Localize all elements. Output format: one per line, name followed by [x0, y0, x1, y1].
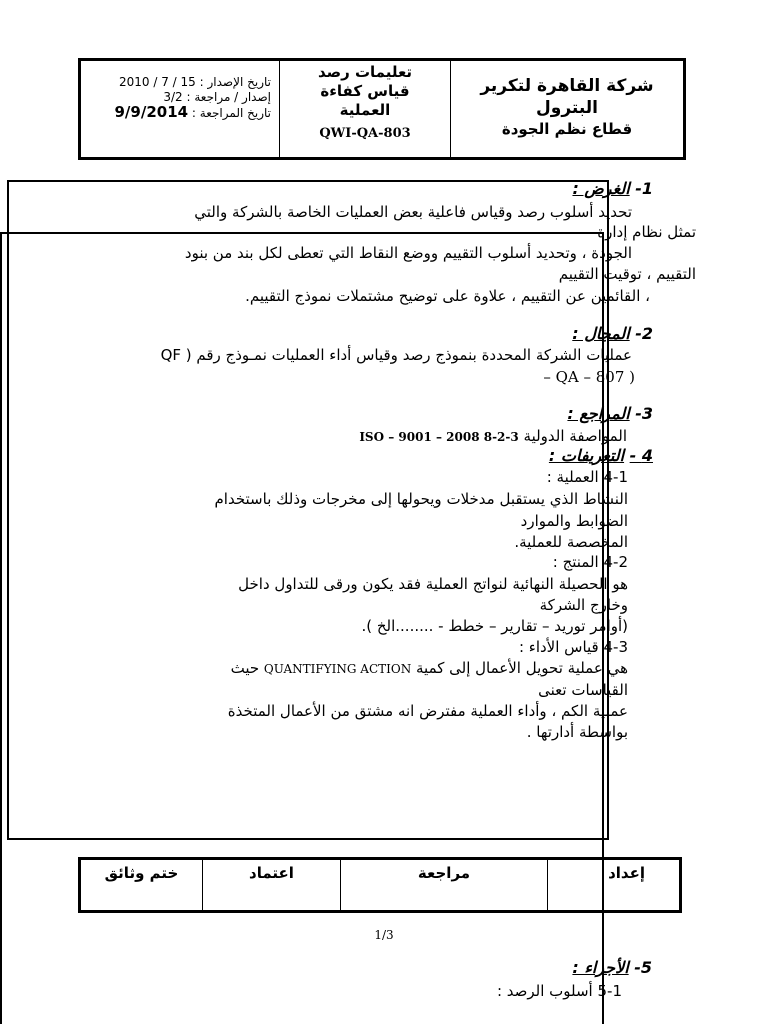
review-date-row [91, 105, 271, 121]
section-1-line3: ، القائمين عن التقييم ، علاوة على توضيح مشتملات نموذج التقييم. [245, 287, 650, 305]
section-1-line1: تحديد أسلوب رصد وقياس فاعلية بعض العمليات الخاصة بالشركة والتي [194, 203, 632, 221]
definition-4-2-title: 4-2 المنتج : [552, 553, 628, 571]
definition-4-3-line4: بواسطة أدارتها . [526, 723, 628, 741]
definition-4-3-line1-text: هي عملية تحويل الأعمال إلى كمية [416, 659, 628, 677]
definition-4-1-line2: الضوابط والموارد [520, 512, 628, 530]
doc-title-line1: تعليمات رصد [317, 63, 413, 81]
revision-value: : 3/2 [163, 90, 191, 104]
section-5-number: 5- [634, 958, 652, 977]
section-3-title: المراجع : [567, 404, 630, 423]
signature-prepared: إعداد [608, 864, 645, 882]
section-4-title: التعريفات : [548, 446, 625, 465]
section-3-number: 3- [635, 404, 653, 423]
section-1-line2b: التقييم ، توقيت التقييم [558, 265, 696, 283]
section-1-line2: الجودة ، وتحديد أسلوب التقييم ووضع النقاط التي تعطى لكل بند من بنود [184, 244, 632, 262]
review-date-label: تاريخ المراجعة : [191, 106, 271, 120]
document-header-table [78, 58, 686, 160]
section-5-heading [572, 958, 652, 978]
company-cell [451, 61, 683, 157]
definition-4-3-line3: عملية الكم ، وأداء العملية مفترض انه مشتق من الأعمال المتخذة [227, 702, 628, 720]
document-title-cell [279, 61, 451, 157]
document-code: QWI-QA-803 [319, 126, 411, 141]
definition-4-3-line1-end: حيث [230, 659, 260, 677]
section-4-number: 4 - [629, 446, 653, 465]
sector-name: قطاع نظم الجودة [501, 120, 633, 138]
signature-doc-stamp: ختم وثائق [104, 864, 179, 882]
definition-4-1-line1: النشاط الذي يستقبل مدخلات ويحولها إلى مخرجات وذلك باستخدام [214, 490, 628, 508]
issue-date-value: : 15 / 7 / 2010 [119, 75, 204, 89]
section-3-standard-code: ISO – 9001 – 2008 8-2-3 [359, 430, 519, 444]
doc-title-line3: العملية [339, 101, 391, 119]
section-3-line1 [359, 426, 627, 447]
definition-4-3-english-term: QUANTIFYING ACTION [263, 662, 412, 676]
section-3-heading [567, 404, 653, 424]
definition-4-2-line3: (أوامر توريد – تقارير – خطط - ........الخ ). [361, 617, 628, 635]
section-2-line1: عمليات الشركة المحددة بنموذج رصد وقياس أداء العمليات نمـوذج رقم ( QF [160, 346, 632, 364]
section-1-number: 1- [635, 179, 653, 198]
section-2-number: 2- [635, 324, 653, 343]
definition-4-2-line2: وخارج الشركة [539, 596, 628, 614]
revision-label: إصدار / مراجعة [194, 90, 271, 104]
company-name: شركة القاهرة لتكرير البترول [480, 76, 654, 118]
section-2-line2: – QA – 807 ) [543, 368, 635, 386]
doc-title-line2: قياس كفاءة [320, 82, 410, 100]
issue-date-row [91, 75, 271, 90]
section-2-title: المجال : [572, 324, 630, 343]
signature-approved: اعتماد [202, 860, 340, 910]
section-2-heading [572, 324, 653, 344]
section-5-1-title: 5-1 أسلوب الرصد : [496, 982, 622, 1000]
page-number: 1/3 [374, 928, 394, 942]
section-4-heading [549, 446, 653, 466]
section-1-heading [572, 179, 653, 199]
section-1-line1b: تمثل نظام إدارة [597, 223, 696, 241]
definition-4-3-title: 4-3 قياس الأداء : [518, 638, 628, 656]
definition-4-1-title: 4-1 العملية : [546, 468, 628, 486]
issue-date-label: تاريخ الإصدار [207, 75, 271, 89]
definition-4-2-line1: هو الحصيلة النهائية لنواتج العملية فقد يكون ورقى للتداول داخل [238, 575, 628, 593]
section-3-text: المواصفة الدولية [523, 427, 627, 445]
section-1-title: الغرض : [572, 179, 630, 198]
definition-4-1-line3: المخصصة للعملية. [514, 533, 628, 551]
signature-reviewed: مراجعة [340, 860, 548, 910]
signature-table [78, 857, 682, 913]
definition-4-3-line2: القياسات تعنى [538, 681, 628, 699]
section-5-title: الأجراء : [572, 958, 629, 977]
document-info-cell [81, 61, 279, 157]
definition-4-3-line1 [231, 658, 628, 679]
review-date-value: 9/9/2014 [114, 103, 189, 121]
